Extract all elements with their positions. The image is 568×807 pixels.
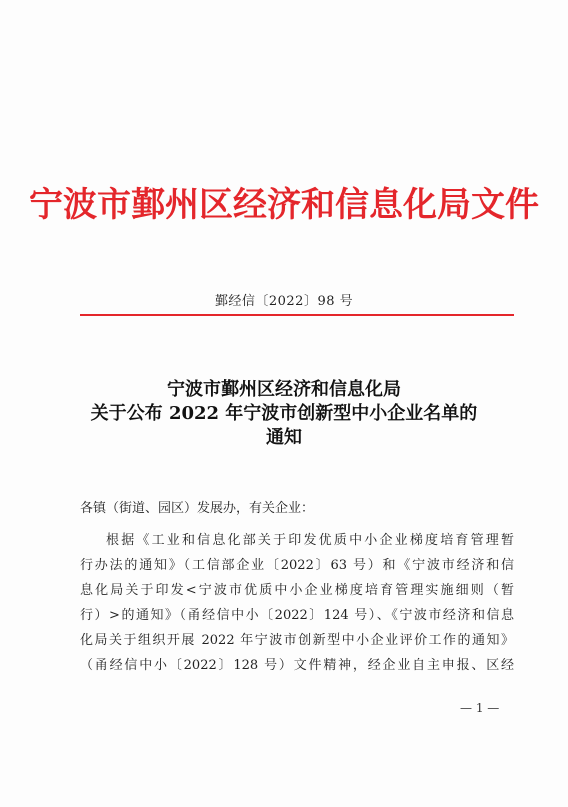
page-number: — 1 — bbox=[460, 701, 500, 715]
notice-title-line-1: 宁波市鄞州区经济和信息化局 bbox=[167, 379, 401, 400]
body-line-3: 息化局关于印发<宁波市优质中小企业梯度培育管理实施细则（暂 bbox=[80, 583, 514, 598]
notice-title-line-2: 关于公布 2022 年宁波市创新型中小企业名单的 bbox=[90, 403, 478, 424]
body-line-2: 行办法的通知》（工信部企业〔2022〕63 号）和《宁波市经济和信 bbox=[80, 558, 514, 573]
document-issuer-header: 宁波市鄞州区经济和信息化局文件 bbox=[29, 185, 539, 225]
red-separator-line bbox=[80, 314, 514, 316]
body-line-5: 化局关于组织开展 2022 年宁波市创新型中小企业评价工作的通知》 bbox=[80, 633, 514, 648]
document-number: 鄞经信〔2022〕98 号 bbox=[214, 294, 354, 309]
body-line-6: （甬经信中小〔2022〕128 号）文件精神，经企业自主申报、区经 bbox=[80, 658, 514, 673]
notice-title-line-3: 通知 bbox=[266, 427, 302, 448]
salutation: 各镇（街道、园区）发展办，有关企业： bbox=[80, 501, 315, 516]
body-line-4: 行）>的通知》（甬经信中小〔2022〕124 号）、《宁波市经济和信息 bbox=[80, 608, 514, 623]
body-paragraph bbox=[80, 528, 514, 678]
body-line-1: 根据《工业和信息化部关于印发优质中小企业梯度培育管理暂 bbox=[106, 533, 514, 548]
notice-title bbox=[0, 378, 568, 450]
